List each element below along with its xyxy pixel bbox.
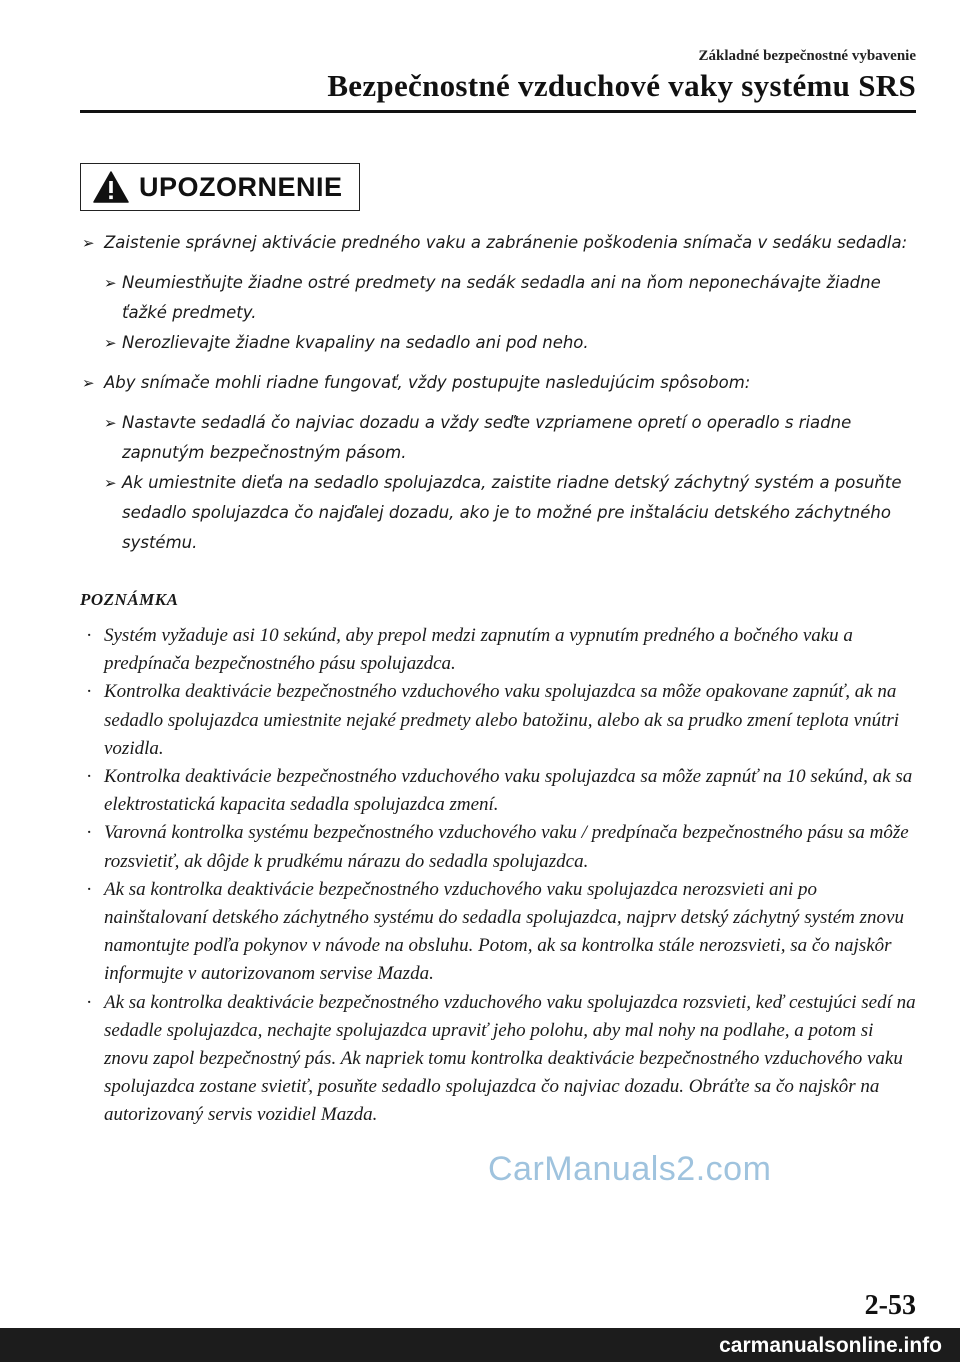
bullet-dot-icon: ·: [86, 878, 93, 900]
caution-item-text: Aby snímače mohli riadne fungovať, vždy postupujte nasledujúcim spôsobom:: [104, 373, 751, 392]
note-item: [80, 678, 920, 763]
caution-subitem: [80, 328, 920, 358]
caution-item: [80, 368, 920, 398]
arrow-bullet-icon: ➢: [104, 414, 117, 432]
caution-label: UPOZORNENIE: [139, 171, 343, 202]
note-item-text: Ak sa kontrolka deaktivácie bezpečnostného vzduchového vaku spolujazdca nerozsvieti ani po nainštalovaní detského záchytného systému do sedadla spolujazdca, najprv detský záchytný systém znovu namontujte podľa pokynov v návode na obsluhu. Potom, ak sa kontrolka stále nerozsvieti, sa čo najskôr informujte v autorizovanom servise Mazda.: [104, 878, 904, 985]
note-item: [80, 876, 920, 989]
caution-subitem-text: Ak umiestnite dieťa na sedadlo spolujazdca, zaistite riadne detský záchytný systém a posuňte sedadlo spolujazdca čo najďalej dozadu, ako je to možné pre inštaláciu detského záchytného systému.: [122, 473, 902, 552]
bullet-dot-icon: ·: [86, 681, 93, 703]
note-item-text: Ak sa kontrolka deaktivácie bezpečnostného vzduchového vaku spolujazdca rozsvieti, keď cestujúci sedí na sedadle spolujazdca, nechajte spolujazdca upraviť jeho polohu, aby mal nohy na podlahe, a potom si znovu zapol bezpečnostný pás. Ak napriek tomu kontrolka deaktivácie bezpečnostného vzduchového vaku spolujazdca zostane svietiť, posuňte sedadlo spolujazdca čo najviac dozadu. Obráťte sa čo najskôr na autorizovaný servis vozidiel Mazda.: [104, 991, 916, 1126]
page-title: Bezpečnostné vzduchové vaky systému SRS: [327, 68, 916, 103]
note-item-text: Systém vyžaduje asi 10 sekúnd, aby prepol medzi zapnutím a vypnutím predného a bočného vaku a predpínača bezpečnostného pásu spolujazdca.: [104, 625, 853, 675]
watermark: CarManuals2.com: [488, 1150, 772, 1188]
caution-subitem: [80, 408, 920, 468]
note-item-text: Kontrolka deaktivácie bezpečnostného vzduchového vaku spolujazdca sa môže opakovane zapnúť, ak na sedadlo spolujazdca umiestnite nejaké predmety alebo batožinu, alebo ak sa prudko zmení teplota vnútri vozidla.: [104, 681, 900, 759]
caution-subitem-text: Neumiestňujte žiadne ostré predmety na sedák sedadla ani na ňom neponechávajte žiadne ťažké predmety.: [122, 273, 881, 322]
note-item: [80, 622, 920, 678]
caution-subitem: [80, 468, 920, 558]
caution-content: [80, 228, 920, 568]
note-item-text: Kontrolka deaktivácie bezpečnostného vzduchového vaku spolujazdca sa môže zapnúť na 10 sekúnd, ak sa elektrostatická kapacita sedadla spolujazdca zmení.: [104, 766, 913, 816]
footer-site-link[interactable]: carmanualsonline.info: [719, 1334, 942, 1357]
note-item-text: Varovná kontrolka systému bezpečnostného vzduchového vaku / predpínača bezpečnostného pásu sa môže rozsvietiť, ak dôjde k prudkému nárazu do sedadla spolujazdca.: [104, 822, 909, 872]
page-number: 2-53: [864, 1290, 916, 1321]
arrow-bullet-icon: ➢: [104, 474, 117, 492]
section-name: Základné bezpečnostné vybavenie: [698, 48, 916, 64]
caution-item-text: Zaistenie správnej aktivácie predného vaku a zabránenie poškodenia snímača v sedáku sedadla:: [104, 233, 908, 252]
caution-subitem-text: Nastavte sedadlá čo najviac dozadu a vždy seďte vzpriamene opretí o operadlo s riadne zapnutým bezpečnostným pásom.: [122, 413, 852, 462]
bullet-dot-icon: ·: [86, 766, 93, 788]
bullet-dot-icon: ·: [86, 625, 93, 646]
note-list: [80, 622, 920, 1130]
note-title: POZNÁMKA: [80, 590, 179, 609]
arrow-bullet-icon: ➢: [82, 374, 95, 392]
arrow-bullet-icon: ➢: [104, 334, 117, 352]
note-item: [80, 989, 920, 1130]
caution-subitem: [80, 268, 920, 328]
bullet-dot-icon: ·: [86, 822, 93, 844]
note-item: [80, 819, 920, 875]
note-item: [80, 763, 920, 819]
caution-group: [80, 368, 920, 558]
header-divider: [80, 110, 916, 113]
bullet-dot-icon: ·: [86, 991, 93, 1013]
warning-triangle-icon: [93, 171, 129, 203]
caution-item: [80, 228, 920, 258]
arrow-bullet-icon: ➢: [104, 274, 117, 292]
caution-heading-box: [80, 163, 360, 211]
arrow-bullet-icon: ➢: [82, 234, 95, 252]
caution-subitem-text: Nerozlievajte žiadne kvapaliny na sedadlo ani pod neho.: [122, 333, 589, 352]
caution-group: [80, 228, 920, 358]
